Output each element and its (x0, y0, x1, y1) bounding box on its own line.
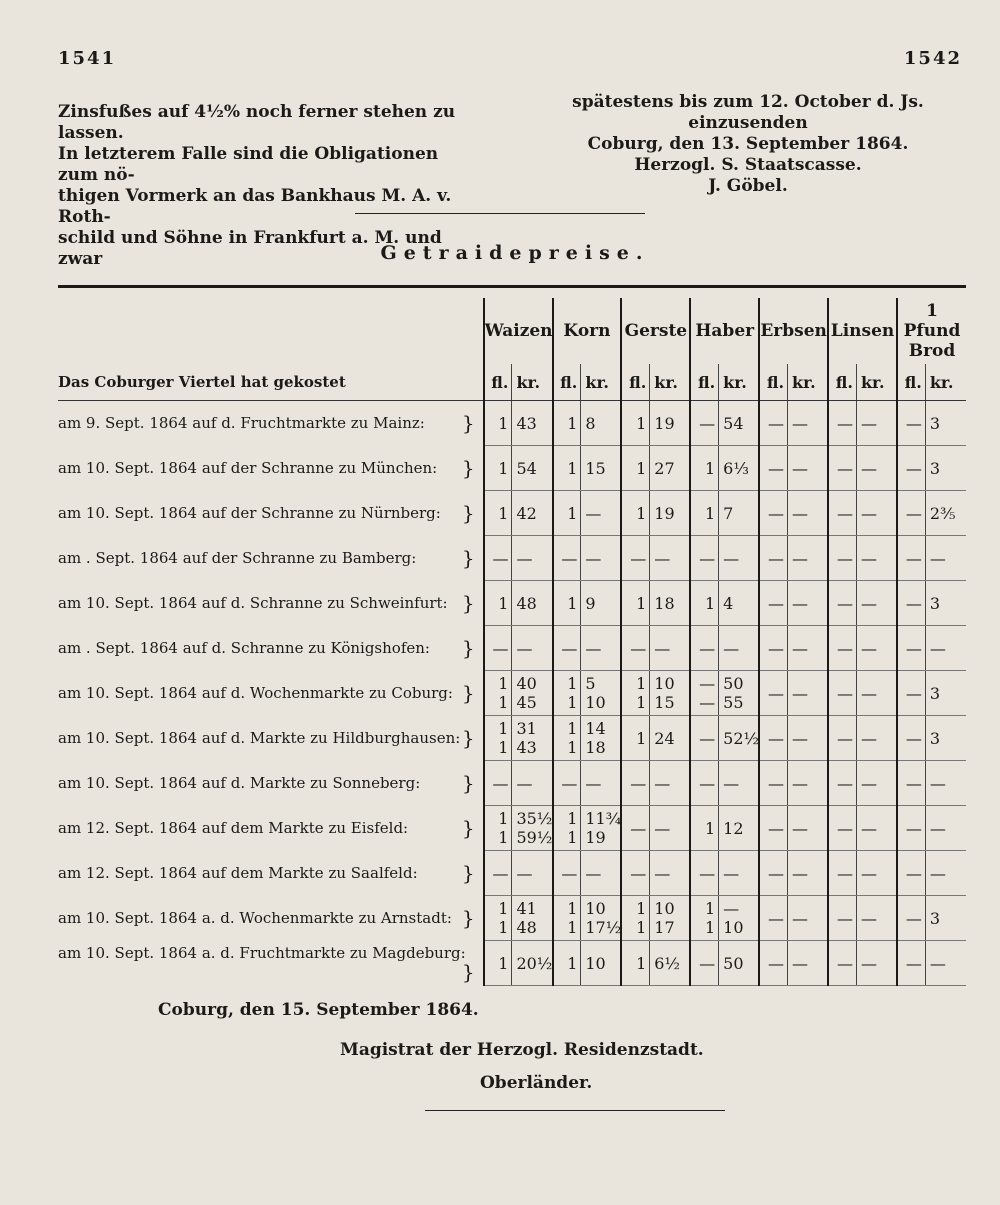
cell-fl: — (484, 536, 512, 581)
row-label-text: am 12. Sept. 1864 auf dem Markte zu Saalfeld: (58, 863, 418, 882)
brace-mark: } (461, 725, 475, 750)
cell-fl: — (690, 941, 718, 986)
price-table (58, 298, 966, 986)
page-number-left: 1541 (58, 48, 117, 69)
cell-kr: 31 43 (512, 716, 553, 761)
unit-kr: kr. (856, 364, 897, 401)
cell-fl: — — (690, 671, 718, 716)
unit-kr: kr. (788, 364, 829, 401)
column-header: Erbsen (759, 298, 828, 364)
cell-kr: 19 (650, 491, 691, 536)
cell-fl: 1 (553, 941, 581, 986)
text-line: Zinsfußes auf 4½% noch ferner stehen zu lassen. (58, 102, 456, 143)
table-row (58, 716, 966, 761)
cell-kr: — (925, 851, 966, 896)
cell-fl: — (484, 761, 512, 806)
unit-kr: kr. (650, 364, 691, 401)
cell-kr: 10 15 (650, 671, 691, 716)
cell-kr: 10 (581, 941, 622, 986)
table-row (58, 896, 966, 941)
table-row (58, 581, 966, 626)
cell-kr: — (581, 491, 622, 536)
cell-fl: — (759, 671, 787, 716)
cell-kr: 27 (650, 446, 691, 491)
header-row (58, 298, 966, 364)
header-empty (58, 298, 484, 364)
cell-kr: — (788, 401, 829, 446)
table-title: Getraidepreise. (380, 242, 650, 264)
cell-fl: — (759, 626, 787, 671)
row-label (58, 896, 484, 941)
brace-mark: } (461, 815, 475, 840)
cell-fl: 1 (690, 581, 718, 626)
cell-fl: 1 (484, 941, 512, 986)
cell-kr: 6½ (650, 941, 691, 986)
cell-fl: — (484, 626, 512, 671)
cell-kr: 10 17 (650, 896, 691, 941)
unit-fl: fl. (828, 364, 856, 401)
cell-kr: — (856, 806, 897, 851)
cell-kr: 54 (719, 401, 760, 446)
bottom-rule (425, 1110, 725, 1111)
cell-kr: — (856, 581, 897, 626)
table-top-rule (58, 285, 966, 288)
column-header: Waizen (484, 298, 553, 364)
text-line: Herzogl. S. Staatscasse. (634, 155, 862, 175)
cell-fl: — (759, 716, 787, 761)
table-row (58, 851, 966, 896)
table-row (58, 626, 966, 671)
cell-kr: — (788, 626, 829, 671)
row-label (58, 536, 484, 581)
cell-kr: 3 (925, 401, 966, 446)
cell-fl: — (759, 761, 787, 806)
cell-kr: 54 (512, 446, 553, 491)
cell-kr: — (719, 536, 760, 581)
column-header: Haber (690, 298, 759, 364)
cell-kr: — (581, 626, 622, 671)
cell-kr: 9 (581, 581, 622, 626)
cell-fl: — (897, 896, 925, 941)
cell-fl: — (897, 401, 925, 446)
row-label-text: am 9. Sept. 1864 auf d. Fruchtmarkte zu Mainz: (58, 413, 425, 432)
cell-kr: 19 (650, 401, 691, 446)
cell-fl: 1 1 (553, 806, 581, 851)
cell-kr: — (650, 626, 691, 671)
column-header: 1 Pfund Brod (897, 298, 966, 364)
cell-fl: — (690, 851, 718, 896)
cell-fl: 1 (621, 716, 649, 761)
cell-kr: — (581, 536, 622, 581)
cell-kr: — (788, 716, 829, 761)
cell-kr: 43 (512, 401, 553, 446)
cell-fl: — (621, 761, 649, 806)
row-label (58, 806, 484, 851)
unit-kr: kr. (512, 364, 553, 401)
cell-fl: 1 (553, 401, 581, 446)
unit-label: Das Coburger Viertel hat gekostet (58, 364, 484, 401)
cell-kr: — (650, 761, 691, 806)
cell-kr: — (788, 806, 829, 851)
cell-kr: 24 (650, 716, 691, 761)
cell-kr: — (856, 896, 897, 941)
cell-fl: — (828, 806, 856, 851)
cell-fl: — (897, 626, 925, 671)
cell-kr: — (856, 626, 897, 671)
cell-fl: — (621, 626, 649, 671)
column-header: Gerste (621, 298, 690, 364)
table-row (58, 536, 966, 581)
cell-kr: 3 (925, 671, 966, 716)
text-line: In letzterem Falle sind die Obligationen zum nö- (58, 144, 439, 185)
cell-fl: — (759, 446, 787, 491)
row-label (58, 851, 484, 896)
cell-fl: 1 (553, 446, 581, 491)
table-row (58, 446, 966, 491)
cell-kr: — (925, 761, 966, 806)
row-label-text: am 10. Sept. 1864 auf d. Wochenmarkte zu Coburg: (58, 683, 453, 702)
cell-kr: — (925, 941, 966, 986)
brace-mark: } (461, 455, 475, 480)
cell-fl: 1 1 (621, 896, 649, 941)
cell-fl: — (897, 581, 925, 626)
cell-fl: — (828, 761, 856, 806)
cell-fl: — (484, 851, 512, 896)
cell-fl: 1 (553, 581, 581, 626)
page-number-right: 1542 (903, 48, 962, 69)
row-label-text: am 10. Sept. 1864 auf der Schranne zu München: (58, 458, 438, 477)
brace-mark: } (461, 635, 475, 660)
cell-fl: 1 1 (690, 896, 718, 941)
row-label-text: am 10. Sept. 1864 a. d. Wochenmarkte zu Arnstadt: (58, 908, 452, 927)
cell-kr: 20½ (512, 941, 553, 986)
cell-kr: — (788, 896, 829, 941)
row-label (58, 761, 484, 806)
cell-kr: — (925, 626, 966, 671)
cell-kr: — (788, 446, 829, 491)
cell-kr: 11¾ 19 (581, 806, 622, 851)
cell-kr: — (788, 491, 829, 536)
brace-mark: } (461, 680, 475, 705)
cell-kr: — (512, 761, 553, 806)
cell-fl: — (897, 941, 925, 986)
row-label (58, 446, 484, 491)
cell-fl: — (759, 401, 787, 446)
cell-fl: — (621, 851, 649, 896)
cell-kr: — (650, 851, 691, 896)
cell-fl: — (828, 581, 856, 626)
row-label (58, 401, 484, 446)
unit-fl: fl. (553, 364, 581, 401)
unit-fl: fl. (897, 364, 925, 401)
cell-kr: 12 (719, 806, 760, 851)
row-label-text: am 10. Sept. 1864 auf d. Markte zu Sonneberg: (58, 773, 421, 792)
row-label (58, 491, 484, 536)
footer-date: Coburg, den 15. September 1864. (158, 1000, 479, 1020)
cell-kr: 50 55 (719, 671, 760, 716)
cell-fl: 1 (690, 446, 718, 491)
row-label (58, 581, 484, 626)
footer-authority: Magistrat der Herzogl. Residenzstadt. (340, 1040, 704, 1060)
cell-kr: 40 45 (512, 671, 553, 716)
cell-fl: 1 (484, 581, 512, 626)
row-label (58, 941, 484, 986)
cell-kr: — (856, 761, 897, 806)
unit-fl: fl. (759, 364, 787, 401)
cell-kr: — (925, 536, 966, 581)
cell-kr: — (925, 806, 966, 851)
cell-fl: 1 (484, 446, 512, 491)
text-line: J. Göbel. (708, 176, 788, 196)
cell-fl: 1 1 (553, 671, 581, 716)
cell-fl: 1 1 (484, 806, 512, 851)
brace-mark: } (461, 500, 475, 525)
cell-kr: 5 10 (581, 671, 622, 716)
cell-fl: 1 1 (553, 716, 581, 761)
cell-kr: — (856, 491, 897, 536)
cell-fl: — (690, 716, 718, 761)
cell-fl: — (828, 851, 856, 896)
cell-fl: — (553, 536, 581, 581)
cell-fl: 1 (484, 401, 512, 446)
text-line: Coburg, den 13. September 1864. (587, 134, 909, 154)
cell-kr: — (788, 671, 829, 716)
cell-fl: 1 (621, 581, 649, 626)
cell-fl: 1 (553, 491, 581, 536)
table-row (58, 401, 966, 446)
cell-kr: 3 (925, 896, 966, 941)
row-label-text: am 10. Sept. 1864 a. d. Fruchtmarkte zu Magdeburg: (58, 944, 466, 962)
cell-fl: — (759, 491, 787, 536)
cell-fl: — (759, 851, 787, 896)
cell-fl: — (690, 401, 718, 446)
brace-mark: } (461, 545, 475, 570)
cell-fl: 1 1 (553, 896, 581, 941)
cell-fl: — (553, 626, 581, 671)
cell-fl: — (897, 761, 925, 806)
row-label (58, 626, 484, 671)
cell-kr: 48 (512, 581, 553, 626)
cell-fl: — (690, 536, 718, 581)
cell-kr: — (650, 536, 691, 581)
cell-fl: — (897, 806, 925, 851)
cell-kr: — (719, 761, 760, 806)
unit-kr: kr. (581, 364, 622, 401)
row-label-text: am 10. Sept. 1864 auf d. Schranne zu Schweinfurt: (58, 593, 448, 612)
brace-mark: } (461, 590, 475, 615)
cell-fl: — (828, 941, 856, 986)
cell-fl: 1 1 (484, 716, 512, 761)
cell-fl: — (759, 896, 787, 941)
cell-kr: — (856, 941, 897, 986)
cell-kr: 10 17½ (581, 896, 622, 941)
cell-fl: — (759, 581, 787, 626)
cell-kr: 15 (581, 446, 622, 491)
cell-kr: — (512, 536, 553, 581)
divider-rule (355, 213, 645, 214)
row-label (58, 671, 484, 716)
cell-kr: — (788, 581, 829, 626)
brace-mark: } (461, 960, 475, 984)
footer-signature: Oberländer. (480, 1073, 593, 1093)
cell-fl: — (897, 716, 925, 761)
table-row (58, 491, 966, 536)
cell-kr: 41 48 (512, 896, 553, 941)
cell-fl: 1 1 (484, 896, 512, 941)
cell-kr: 8 (581, 401, 622, 446)
cell-fl: — (897, 491, 925, 536)
cell-kr: — (788, 851, 829, 896)
cell-fl: — (759, 806, 787, 851)
cell-fl: — (828, 491, 856, 536)
text-column-right (528, 92, 968, 197)
cell-fl: — (897, 851, 925, 896)
cell-fl: — (828, 716, 856, 761)
column-header: Linsen (828, 298, 897, 364)
cell-kr: — (856, 536, 897, 581)
cell-fl: — (828, 401, 856, 446)
cell-fl: — (553, 761, 581, 806)
cell-fl: 1 (484, 491, 512, 536)
cell-kr: 6⅓ (719, 446, 760, 491)
cell-kr: 42 (512, 491, 553, 536)
brace-mark: } (461, 860, 475, 885)
cell-kr: — (512, 626, 553, 671)
cell-fl: — (690, 626, 718, 671)
unit-kr: kr. (719, 364, 760, 401)
text-line: thigen Vormerk an das Bankhaus M. A. v. Roth- (58, 186, 452, 227)
cell-kr: — (788, 941, 829, 986)
cell-kr: — (719, 851, 760, 896)
cell-fl: — (828, 446, 856, 491)
cell-kr: — (856, 401, 897, 446)
text-line: spätestens bis zum 12. October d. Js. einzusenden (572, 92, 924, 133)
cell-kr: 2⅗ (925, 491, 966, 536)
cell-fl: 1 (621, 941, 649, 986)
cell-kr: — (856, 671, 897, 716)
unit-fl: fl. (484, 364, 512, 401)
unit-row (58, 364, 966, 401)
cell-fl: — (828, 626, 856, 671)
cell-kr: — (581, 851, 622, 896)
cell-kr: — (856, 446, 897, 491)
cell-fl: 1 (621, 446, 649, 491)
row-label (58, 716, 484, 761)
cell-kr: — (856, 851, 897, 896)
cell-kr: 3 (925, 581, 966, 626)
unit-fl: fl. (690, 364, 718, 401)
cell-fl: — (828, 896, 856, 941)
cell-fl: — (828, 671, 856, 716)
cell-kr: — 10 (719, 896, 760, 941)
unit-fl: fl. (621, 364, 649, 401)
cell-kr: 50 (719, 941, 760, 986)
cell-kr: — (512, 851, 553, 896)
cell-kr: 18 (650, 581, 691, 626)
cell-fl: — (828, 536, 856, 581)
cell-fl: — (759, 536, 787, 581)
brace-mark: } (461, 410, 475, 435)
cell-fl: — (621, 806, 649, 851)
cell-fl: 1 (621, 491, 649, 536)
cell-kr: 3 (925, 716, 966, 761)
cell-kr: — (719, 626, 760, 671)
cell-kr: 7 (719, 491, 760, 536)
cell-fl: — (759, 941, 787, 986)
cell-kr: 52½ (719, 716, 760, 761)
table-row (58, 761, 966, 806)
brace-mark: } (461, 770, 475, 795)
cell-fl: — (690, 761, 718, 806)
cell-fl: 1 (621, 401, 649, 446)
cell-kr: — (650, 806, 691, 851)
cell-kr: — (788, 761, 829, 806)
row-label-text: am 12. Sept. 1864 auf dem Markte zu Eisfeld: (58, 818, 409, 837)
row-label-text: am 10. Sept. 1864 auf der Schranne zu Nürnberg: (58, 503, 441, 522)
row-label-text: am . Sept. 1864 auf der Schranne zu Bamberg: (58, 548, 417, 567)
brace-mark: } (461, 905, 475, 930)
cell-fl: 1 1 (621, 671, 649, 716)
cell-kr: 35½ 59½ (512, 806, 553, 851)
cell-fl: — (897, 536, 925, 581)
row-label-text: am . Sept. 1864 auf d. Schranne zu Königshofen: (58, 638, 430, 657)
table-row (58, 941, 966, 986)
table-row (58, 671, 966, 716)
cell-kr: 14 18 (581, 716, 622, 761)
table-row (58, 806, 966, 851)
cell-fl: — (553, 851, 581, 896)
cell-fl: — (621, 536, 649, 581)
cell-kr: — (581, 761, 622, 806)
cell-fl: — (897, 446, 925, 491)
cell-fl: — (897, 671, 925, 716)
unit-kr: kr. (925, 364, 966, 401)
cell-kr: — (788, 536, 829, 581)
cell-fl: 1 1 (484, 671, 512, 716)
row-label-text: am 10. Sept. 1864 auf d. Markte zu Hildburghausen: (58, 728, 461, 747)
cell-kr: — (856, 716, 897, 761)
cell-fl: 1 (690, 806, 718, 851)
column-header: Korn (553, 298, 622, 364)
cell-kr: 4 (719, 581, 760, 626)
cell-fl: 1 (690, 491, 718, 536)
text-line: schild und Söhne in Frankfurt a. M. und zwar (58, 228, 442, 269)
cell-kr: 3 (925, 446, 966, 491)
